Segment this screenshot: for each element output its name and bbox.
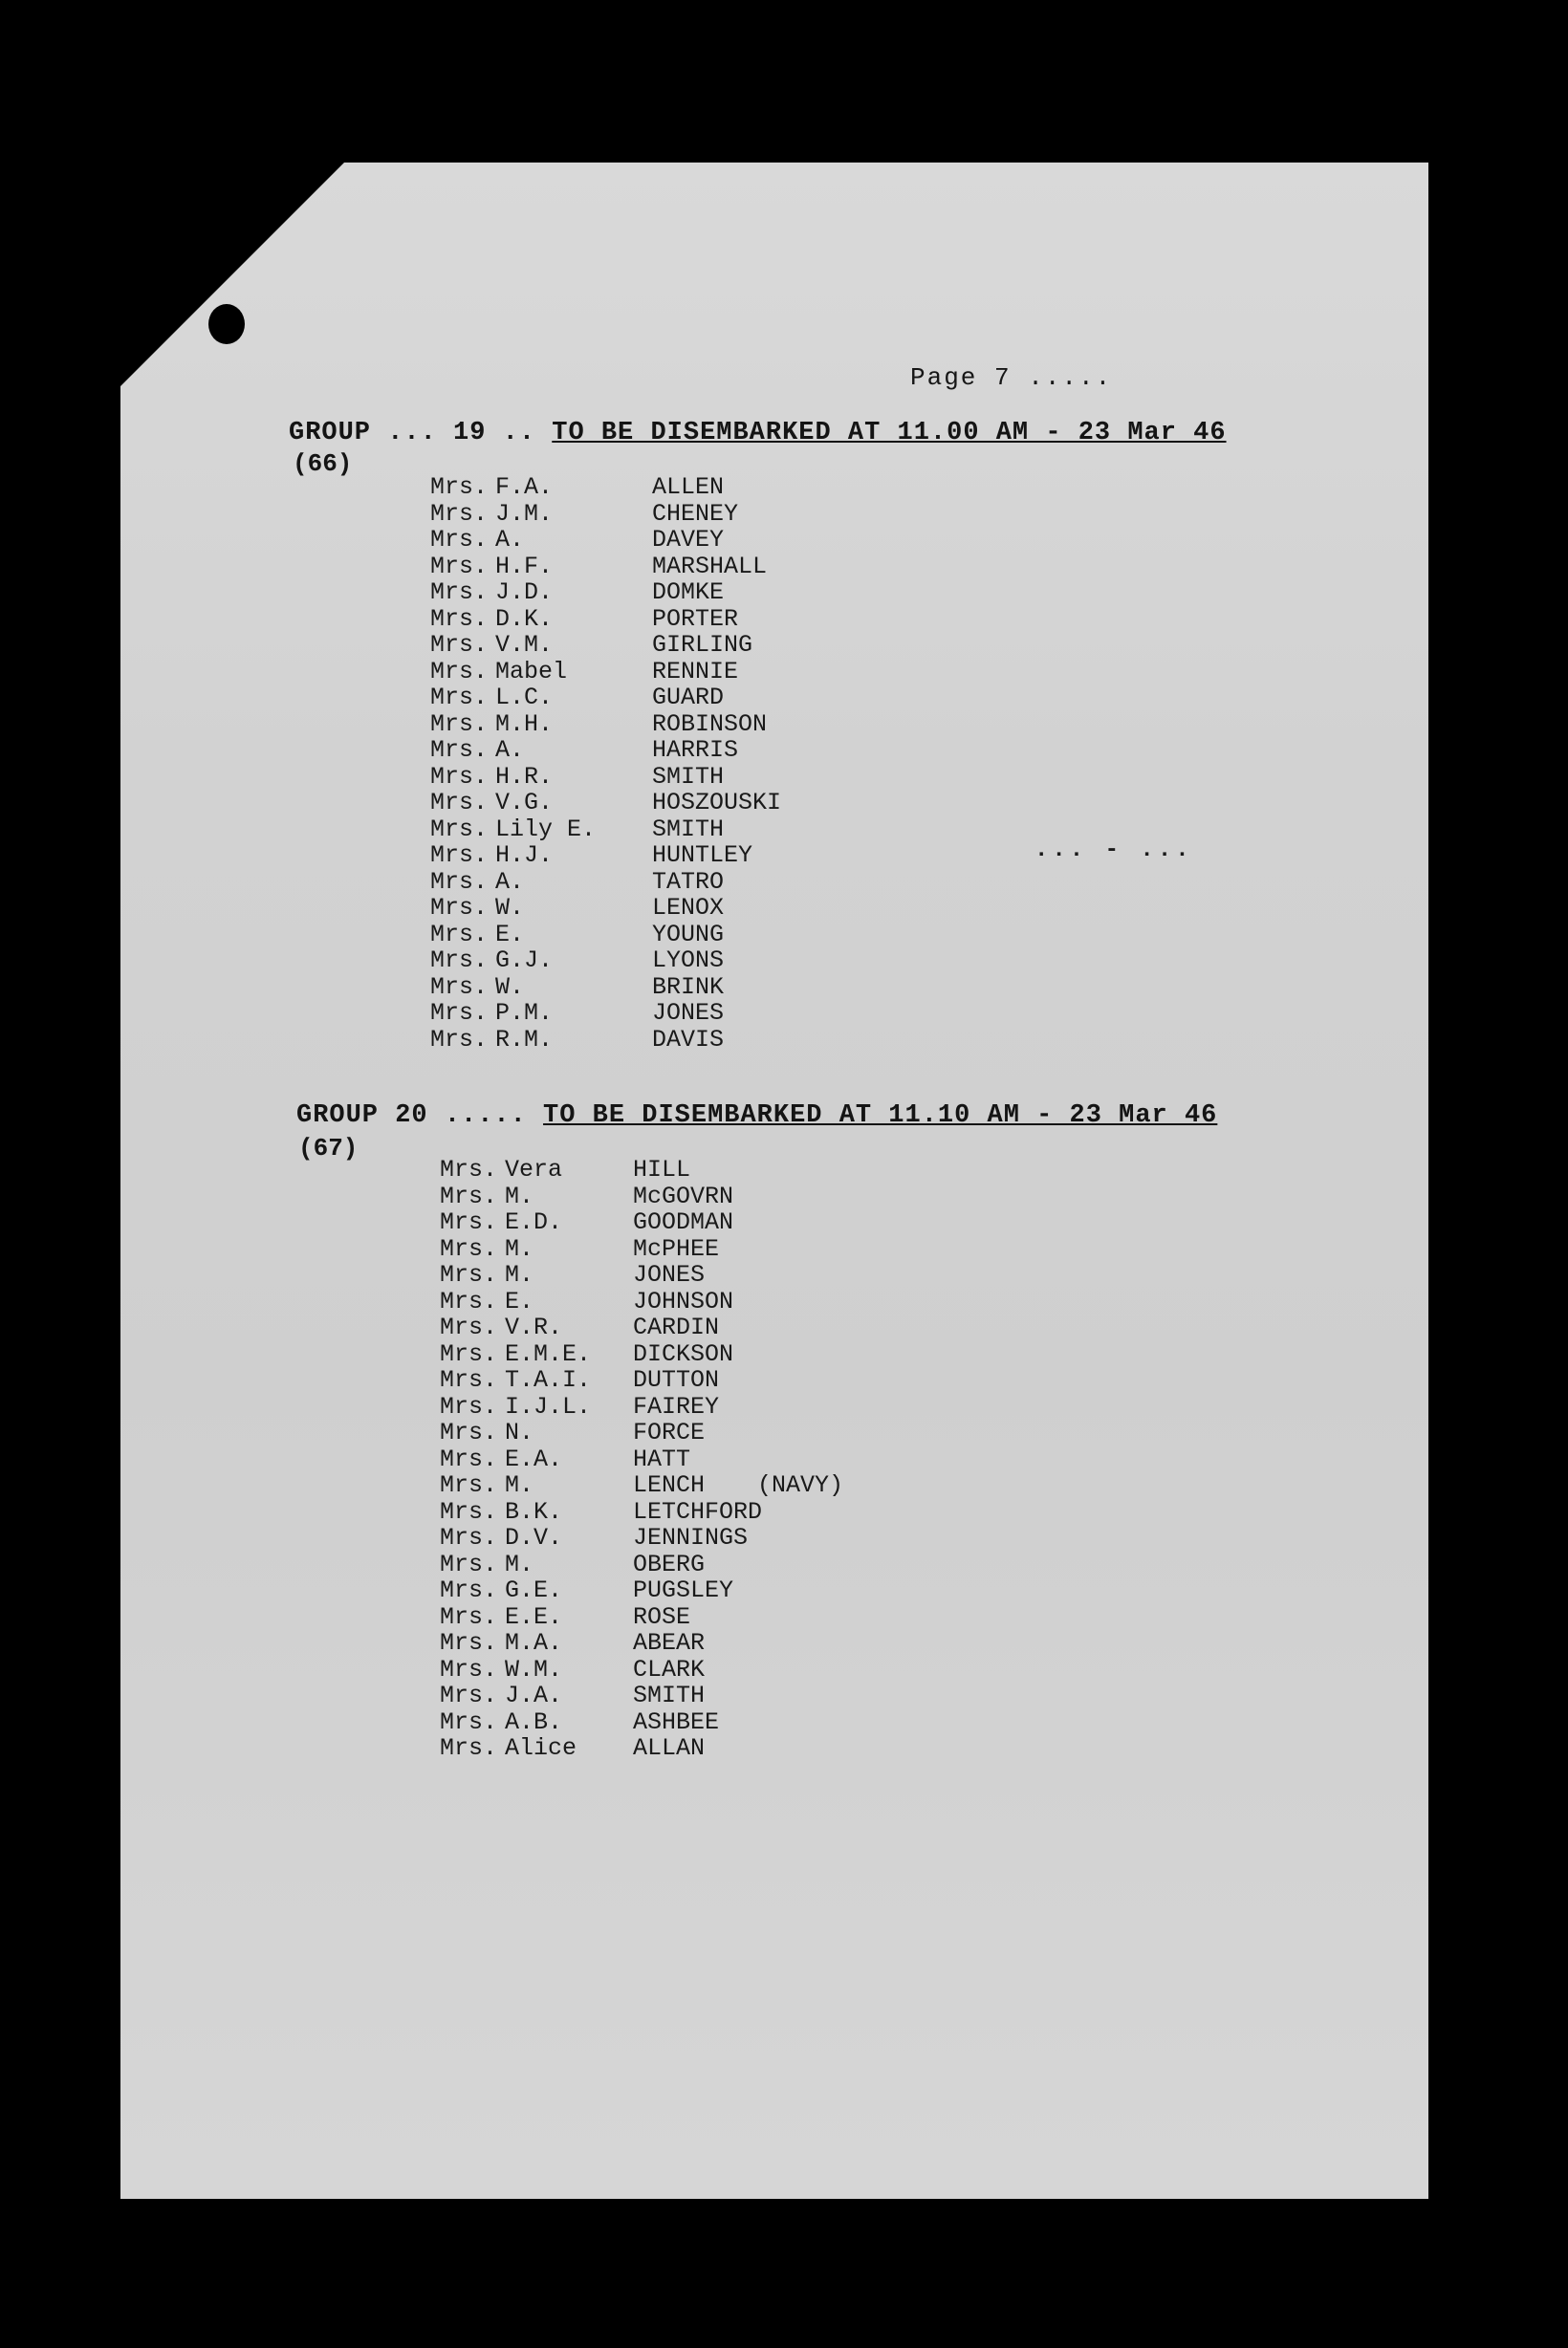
passenger-surname: HUNTLEY: [652, 841, 753, 869]
passenger-row: [440, 1157, 843, 1184]
passenger-row: [440, 1315, 843, 1341]
passenger-title: Mrs.: [430, 972, 489, 1001]
passenger-row: [430, 790, 815, 816]
passenger-title: Mrs.: [430, 631, 489, 659]
passenger-initials: W.: [495, 894, 525, 922]
passenger-row: [430, 474, 815, 501]
passenger-title: Mrs.: [440, 1629, 498, 1657]
passenger-title: Mrs.: [440, 1524, 498, 1552]
passenger-row: [440, 1552, 843, 1578]
passenger-initials: M.: [505, 1471, 534, 1499]
passenger-surname: GOODMAN: [633, 1208, 734, 1236]
passenger-surname: McGOVRN: [633, 1182, 734, 1210]
passenger-title: Mrs.: [430, 762, 489, 791]
passenger-initials: P.M.: [495, 999, 554, 1027]
page-number: Page 7 .....: [910, 363, 1113, 392]
passenger-title: Mrs.: [440, 1576, 498, 1604]
passenger-surname: SMITH: [652, 815, 725, 843]
passenger-initials: Mabel: [495, 657, 568, 685]
passenger-row: [430, 632, 815, 659]
margin-mark: ... - ...: [1034, 837, 1193, 863]
passenger-title: Mrs.: [430, 815, 489, 843]
passenger-row: [440, 1262, 843, 1289]
passenger-row: [440, 1683, 843, 1709]
passenger-row: [440, 1446, 843, 1473]
passenger-title: Mrs.: [440, 1734, 498, 1762]
passenger-title: Mrs.: [440, 1602, 498, 1631]
passenger-surname: DICKSON: [633, 1339, 734, 1368]
passenger-row: [430, 579, 815, 606]
group-20-count: (67): [298, 1134, 359, 1163]
passenger-row: [440, 1289, 843, 1315]
passenger-initials: Vera: [505, 1156, 563, 1184]
passenger-title: Mrs.: [430, 841, 489, 869]
passenger-initials: V.G.: [495, 789, 554, 816]
passenger-title: Mrs.: [440, 1550, 498, 1578]
passenger-title: Mrs.: [440, 1445, 498, 1473]
passenger-initials: B.K.: [505, 1497, 563, 1526]
passenger-row: [430, 659, 815, 685]
passenger-surname: PUGSLEY: [633, 1576, 734, 1604]
passenger-initials: A.B.: [505, 1707, 563, 1736]
passenger-title: Mrs.: [440, 1156, 498, 1184]
passenger-title: Mrs.: [440, 1261, 498, 1289]
passenger-row: [440, 1735, 843, 1762]
passenger-surname: MARSHALL: [652, 552, 768, 580]
passenger-initials: I.J.L.: [505, 1392, 592, 1421]
passenger-title: Mrs.: [440, 1339, 498, 1368]
group-19-passenger-list: [430, 474, 815, 1053]
passenger-initials: W.M.: [505, 1655, 563, 1684]
passenger-surname: FAIREY: [633, 1392, 720, 1421]
passenger-row: [430, 606, 815, 633]
passenger-title: Mrs.: [440, 1392, 498, 1421]
passenger-row: [430, 842, 815, 869]
passenger-initials: M.A.: [505, 1629, 563, 1657]
group-20-prefix: GROUP 20 .....: [296, 1101, 544, 1130]
passenger-surname: HILL: [633, 1156, 691, 1184]
passenger-initials: A.: [495, 867, 525, 896]
passenger-initials: E.: [495, 920, 525, 948]
passenger-title: Mrs.: [430, 894, 489, 922]
passenger-row: [430, 737, 815, 764]
passenger-surname: SMITH: [652, 762, 725, 791]
passenger-surname: ALLAN: [633, 1734, 706, 1762]
passenger-surname: RENNIE: [652, 657, 739, 685]
passenger-surname: GUARD: [652, 684, 725, 711]
passenger-row: [440, 1604, 843, 1631]
passenger-initials: G.J.: [495, 946, 554, 974]
passenger-surname: JOHNSON: [633, 1287, 734, 1315]
passenger-surname: DAVEY: [652, 526, 725, 554]
passenger-surname: TATRO: [652, 867, 725, 896]
passenger-row: [440, 1472, 843, 1499]
passenger-initials: V.M.: [495, 631, 554, 659]
passenger-surname: LETCHFORD: [633, 1497, 763, 1526]
passenger-row: [440, 1525, 843, 1552]
passenger-initials: E.: [505, 1287, 534, 1315]
passenger-surname: HATT: [633, 1445, 691, 1473]
passenger-title: Mrs.: [430, 920, 489, 948]
passenger-row: [440, 1577, 843, 1604]
group-19-prefix: GROUP ... 19 ..: [289, 419, 553, 447]
passenger-surname: ALLEN: [652, 473, 725, 501]
passenger-surname: JONES: [633, 1261, 706, 1289]
passenger-title: Mrs.: [430, 867, 489, 896]
passenger-row: [430, 922, 815, 948]
passenger-title: Mrs.: [440, 1655, 498, 1684]
passenger-initials: T.A.I.: [505, 1366, 592, 1394]
passenger-note: (NAVY): [757, 1471, 844, 1499]
passenger-surname: LYONS: [652, 946, 725, 974]
passenger-row: [430, 947, 815, 974]
passenger-surname: DUTTON: [633, 1366, 720, 1394]
passenger-initials: A.: [495, 526, 525, 554]
passenger-surname: ASHBEE: [633, 1707, 720, 1736]
group-20-passenger-list: [440, 1157, 843, 1762]
passenger-row: [440, 1394, 843, 1421]
passenger-surname: ABEAR: [633, 1629, 706, 1657]
passenger-surname: CHENEY: [652, 499, 739, 528]
passenger-initials: D.K.: [495, 604, 554, 633]
passenger-title: Mrs.: [430, 473, 489, 501]
passenger-title: Mrs.: [430, 736, 489, 764]
passenger-surname: FORCE: [633, 1419, 706, 1446]
group-20-header: [296, 1101, 1217, 1130]
passenger-surname: YOUNG: [652, 920, 725, 948]
passenger-initials: D.V.: [505, 1524, 563, 1552]
passenger-row: [440, 1499, 843, 1526]
passenger-title: Mrs.: [440, 1182, 498, 1210]
passenger-row: [440, 1657, 843, 1684]
punch-hole: [208, 304, 245, 344]
passenger-title: Mrs.: [430, 578, 489, 606]
passenger-title: Mrs.: [440, 1497, 498, 1526]
passenger-initials: M.: [505, 1550, 534, 1578]
passenger-surname: ROSE: [633, 1602, 691, 1631]
passenger-initials: M.: [505, 1182, 534, 1210]
passenger-surname: LENCH: [633, 1471, 706, 1499]
passenger-surname: CARDIN: [633, 1314, 720, 1341]
passenger-initials: J.D.: [495, 578, 554, 606]
passenger-title: Mrs.: [430, 552, 489, 580]
passenger-initials: G.E.: [505, 1576, 563, 1604]
passenger-row: [430, 1000, 815, 1027]
passenger-surname: LENOX: [652, 894, 725, 922]
passenger-row: [440, 1341, 843, 1368]
torn-corner: [105, 153, 354, 402]
passenger-row: [430, 869, 815, 896]
passenger-row: [430, 816, 815, 843]
passenger-title: Mrs.: [430, 789, 489, 816]
passenger-surname: DOMKE: [652, 578, 725, 606]
passenger-row: [430, 554, 815, 580]
passenger-surname: ROBINSON: [652, 709, 768, 738]
passenger-initials: H.R.: [495, 762, 554, 791]
passenger-title: Mrs.: [430, 946, 489, 974]
passenger-row: [430, 527, 815, 554]
passenger-row: [430, 685, 815, 711]
passenger-surname: OBERG: [633, 1550, 706, 1578]
passenger-surname: HOSZOUSKI: [652, 789, 782, 816]
group-19-header: [289, 419, 1227, 447]
passenger-title: Mrs.: [430, 684, 489, 711]
passenger-surname: JONES: [652, 999, 725, 1027]
passenger-initials: L.C.: [495, 684, 554, 711]
passenger-initials: E.A.: [505, 1445, 563, 1473]
passenger-row: [440, 1630, 843, 1657]
passenger-initials: E.D.: [505, 1208, 563, 1236]
passenger-initials: Alice: [505, 1734, 577, 1762]
passenger-initials: V.R.: [505, 1314, 563, 1341]
passenger-initials: R.M.: [495, 1025, 554, 1054]
group-20-disembark-time: TO BE DISEMBARKED AT 11.10 AM - 23 Mar 46: [543, 1101, 1218, 1130]
passenger-initials: N.: [505, 1419, 534, 1446]
passenger-title: Mrs.: [440, 1419, 498, 1446]
passenger-title: Mrs.: [440, 1471, 498, 1499]
passenger-surname: GIRLING: [652, 631, 753, 659]
passenger-initials: E.M.E.: [505, 1339, 592, 1368]
passenger-row: [440, 1209, 843, 1236]
passenger-title: Mrs.: [430, 499, 489, 528]
passenger-surname: CLARK: [633, 1655, 706, 1684]
passenger-title: Mrs.: [430, 709, 489, 738]
passenger-title: Mrs.: [430, 604, 489, 633]
passenger-initials: E.E.: [505, 1602, 563, 1631]
passenger-surname: HARRIS: [652, 736, 739, 764]
group-19-count: (66): [293, 449, 353, 478]
passenger-initials: J.A.: [505, 1682, 563, 1709]
passenger-row: [430, 895, 815, 922]
passenger-row: [440, 1184, 843, 1210]
passenger-row: [430, 1027, 815, 1054]
passenger-row: [430, 711, 815, 738]
passenger-title: Mrs.: [440, 1314, 498, 1341]
passenger-surname: McPHEE: [633, 1234, 720, 1263]
passenger-initials: Lily E.: [495, 815, 597, 843]
passenger-title: Mrs.: [440, 1682, 498, 1709]
passenger-row: [440, 1236, 843, 1263]
passenger-initials: M.H.: [495, 709, 554, 738]
passenger-surname: SMITH: [633, 1682, 706, 1709]
passenger-title: Mrs.: [430, 657, 489, 685]
passenger-initials: M.: [505, 1261, 534, 1289]
passenger-title: Mrs.: [440, 1287, 498, 1315]
passenger-initials: F.A.: [495, 473, 554, 501]
passenger-row: [430, 974, 815, 1001]
passenger-row: [430, 764, 815, 791]
passenger-title: Mrs.: [430, 526, 489, 554]
passenger-row: [440, 1367, 843, 1394]
passenger-initials: J.M.: [495, 499, 554, 528]
passenger-title: Mrs.: [440, 1234, 498, 1263]
passenger-initials: H.F.: [495, 552, 554, 580]
passenger-initials: A.: [495, 736, 525, 764]
passenger-surname: JENNINGS: [633, 1524, 749, 1552]
passenger-title: Mrs.: [440, 1707, 498, 1736]
passenger-surname: DAVIS: [652, 1025, 725, 1054]
passenger-initials: H.J.: [495, 841, 554, 869]
passenger-row: [430, 501, 815, 528]
passenger-title: Mrs.: [430, 1025, 489, 1054]
passenger-row: [440, 1709, 843, 1736]
passenger-title: Mrs.: [440, 1366, 498, 1394]
group-19-disembark-time: TO BE DISEMBARKED AT 11.00 AM - 23 Mar 46: [552, 419, 1227, 447]
passenger-initials: M.: [505, 1234, 534, 1263]
passenger-surname: BRINK: [652, 972, 725, 1001]
passenger-title: Mrs.: [440, 1208, 498, 1236]
passenger-initials: W.: [495, 972, 525, 1001]
passenger-row: [440, 1420, 843, 1446]
passenger-surname: PORTER: [652, 604, 739, 633]
passenger-title: Mrs.: [430, 999, 489, 1027]
